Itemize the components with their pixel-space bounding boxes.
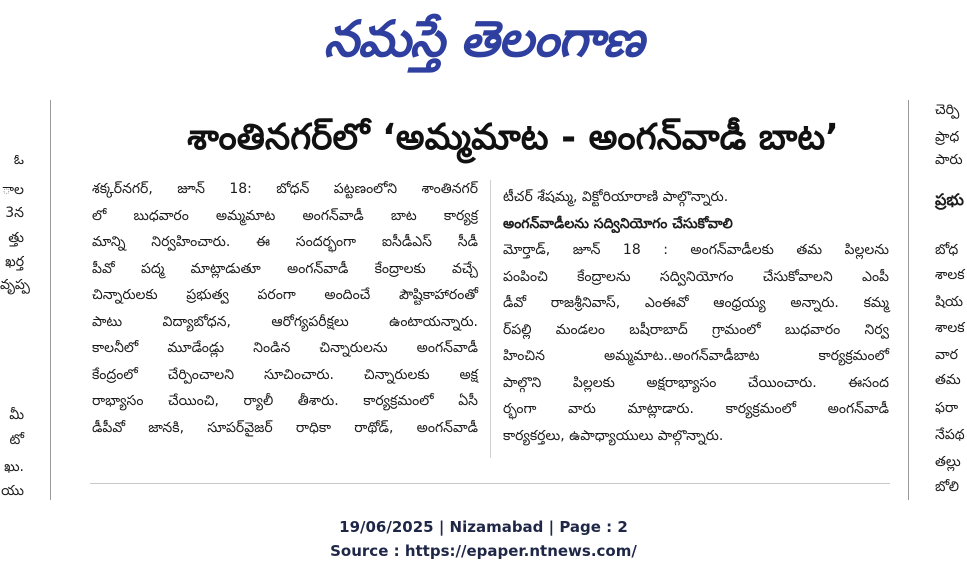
- article-text-line: పీవో పద్మ మాట్లాడుతూ అంగన్‌వాడీ కేంద్రాలకు వచ్చే: [92, 260, 478, 277]
- article-text-line: డీవో రాజశ్రీనివాస్, ఎంఈవో ఆంధ్రయ్య అన్నారు. కమ్మ: [503, 295, 889, 311]
- edge-fragment: టో: [9, 432, 24, 448]
- article-bottom-rule: [90, 483, 890, 484]
- edge-fragment: చెర్పి: [935, 102, 960, 118]
- edge-fragment: మీ: [9, 407, 24, 423]
- article-text-line: చిన్నారులకు ప్రభుత్వ పరంగా అందించే పౌష్టికాహారంతో: [92, 287, 478, 303]
- article-text-line: కేంద్రంలో చేర్పించాలని సూచించారు. చిన్నారులకు అక్ష: [92, 366, 478, 383]
- edge-fragment: శాలక: [935, 320, 965, 336]
- edge-fragment: ఖు.: [4, 459, 24, 475]
- edge-fragment: పారు: [935, 152, 963, 168]
- article-text-line: ర్భంగా వారు మాట్లాడారు. కార్యక్రమంలో అంగన్‌వాడీ: [503, 401, 889, 417]
- clipping-date-edition-page: 19/06/2025 | Nizamabad | Page : 2: [339, 518, 628, 536]
- right-column-rule: [908, 100, 909, 500]
- article-column-divider: [490, 180, 491, 458]
- article-text-line: టీచర్ శేషమ్మ, విక్టోరియారాణి పాల్గొన్నారు.: [503, 189, 729, 205]
- edge-fragment: త్తు: [8, 230, 24, 246]
- article-right-column: [503, 184, 889, 454]
- edge-fragment: యు: [1, 483, 24, 499]
- article-text-line: శక్కర్‌నగర్, జూన్ 18: బోధన్ పట్టణంలోని శాంతినగర్: [92, 181, 478, 197]
- article-text-line: ర్‌పల్లి మండలం బషీరాబాద్ గ్రామంలో బుధవారం నిర్వ: [503, 321, 889, 338]
- edge-fragment: ఖర్త: [5, 254, 24, 270]
- edge-fragment: ప్రాధ: [935, 129, 960, 145]
- article-text-line: డీపీవో జానకి, సూపర్‌వైజర్ రాధికా రాథోడ్, అంగన్‌వాడీ: [92, 419, 478, 436]
- edge-fragment: నేపథ: [935, 427, 965, 443]
- edge-fragment: ఫరా: [935, 400, 959, 416]
- edge-fragment: ాల: [2, 182, 24, 198]
- edge-fragment: తమ: [935, 372, 961, 388]
- article-text-line: లో బుధవారం అమ్మమాట అంగన్‌వాడీ బాట కార్యక్ర: [92, 207, 478, 224]
- edge-fragment-heading: ప్రభు: [935, 190, 964, 209]
- article-text-line: పాల్గొని పిల్లలకు అక్షరాభ్యాసం చేయించారు. ఈసంద: [503, 374, 889, 391]
- edge-fragment: షియ: [935, 294, 963, 310]
- left-column-rule: [50, 100, 51, 500]
- edge-fragment: బోలి: [935, 479, 959, 495]
- edge-fragment: 3న: [5, 205, 24, 221]
- article-text-line: కార్యకర్తలు, ఉపాధ్యాయులు పాల్గొన్నారు.: [503, 427, 724, 444]
- article-text-line: కాలనీలో మూడేండ్లు నిండిన చిన్నారులను అంగన్‌వాడీ: [92, 340, 478, 356]
- article-subheading: అంగన్‌వాడీలను సద్వినియోగం చేసుకోవాలి: [503, 215, 733, 232]
- article-text-line: మోర్తాడ్, జూన్ 18 : అంగన్‌వాడీలకు తమ పిల్లలను: [503, 242, 889, 258]
- article-text-line: పంపించి కేంద్రాలను సద్వినియోగం చేసుకోవాలని ఎంపీ: [503, 268, 889, 285]
- article-text-line: పాటు విద్యాబోధన, ఆరోగ్యపరీక్షలు ఉంటాయన్నారు.: [92, 313, 478, 330]
- article-text-line: రాభ్యాసం చేయించి, ర్యాలీ తీశారు. కార్యక్రమంలో ఏసీ: [92, 393, 478, 409]
- edge-fragment: తల్లు: [935, 454, 961, 470]
- article-headline: శాంతినగర్‌లో ‘అమ్మమాట - అంగన్‌వాడీ బాట’: [187, 117, 839, 158]
- newspaper-masthead: నమస్తే తెలంగాణ: [323, 10, 644, 68]
- article-left-column: [92, 176, 478, 446]
- edge-fragment: శాలక: [935, 267, 965, 283]
- article-text-line: మాన్ని నిర్వహించారు. ఈ సందర్భంగా ఐసీడీఎస్ సీడీ: [92, 234, 478, 250]
- edge-fragment: ఓ: [13, 152, 24, 168]
- clipping-source: Source : https://epaper.ntnews.com/: [330, 542, 637, 560]
- edge-fragment: బోధ: [935, 242, 959, 258]
- article-text-line: హించిన అమ్మమాట..అంగన్‌వాడీబాట కార్యక్రమంలో: [503, 348, 889, 364]
- edge-fragment: వృప్ప: [0, 277, 30, 293]
- edge-fragment: వార: [935, 347, 958, 363]
